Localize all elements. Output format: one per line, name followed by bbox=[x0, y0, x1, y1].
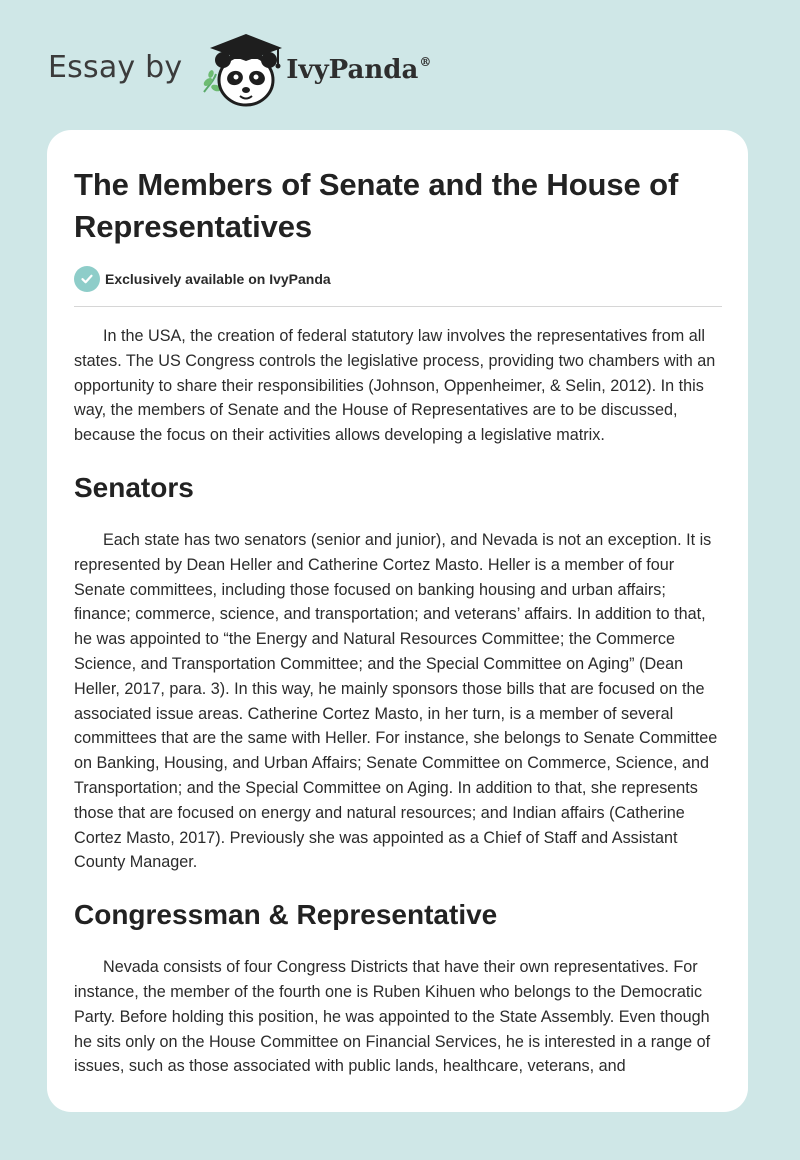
registered-mark: ® bbox=[419, 55, 432, 69]
brand-name-text: IvyPanda bbox=[286, 55, 419, 85]
senators-paragraph: Each state has two senators (senior and junior), and Nevada is not an exception. It is represented by Dean Heller and Catherine Cortez Masto. Heller is a member of four Senate committees, including those focused on banking housing and urban affairs; finance; commerce, science, and transportation; and veterans’ affairs. In addition to that, he was appointed to “the Energy and Natural Resources Committee; the Commerce Science, and Transportation Committee; and the Special Committee on Aging” (Dean Heller, 2017, para. 3). In this way, he mainly sponsors those bills that are focused on the associated issue areas. Catherine Cortez Masto, in her turn, is a member of several committees that are the same with Heller. For instance, she belongs to Senate Committee on Banking, Housing, and Urban Affairs; Senate Committee on Commerce, Science, and Transportation; and the Special Committee on Aging. In addition to that, she represents those that are focused on energy and natural resources; and Indian affairs (Catherine Cortez Masto, 2017). Previously she was appointed as a Chief of Staff and Assistant County Manager. bbox=[74, 530, 718, 872]
check-circle-icon bbox=[74, 266, 100, 292]
panda-graduate-logo-icon bbox=[196, 30, 284, 110]
exclusive-badge-label: Exclusively available on IvyPanda bbox=[105, 271, 331, 287]
section-heading-senators: Senators bbox=[74, 471, 194, 503]
intro-paragraph: In the USA, the creation of federal statutory law involves the representatives from all states. The US Congress controls the legislative process, providing two chambers with an opportunity to share their responsibilities (Johnson, Oppenheimer, & Selin, 2012). In this way, the members of Senate and the House of Representatives are to be discussed, because the focus on their activities allows developing a legislative matrix. bbox=[74, 327, 716, 445]
congressman-paragraph: Nevada consists of four Congress Districts that have their own representatives. For instance, the member of the fourth one is Ruben Kihuen who belongs to the Democratic Party. Before holding this position, he was appointed to the State Assembly. Even though he sits only on the House Committee on Financial Services, he is interested in a range of issues, such as those associated with public lands, healthcare, veterans, and bbox=[74, 958, 711, 1076]
brand-prefix: Essay by bbox=[48, 49, 183, 85]
essay-card bbox=[47, 130, 748, 1112]
brand-name bbox=[286, 55, 431, 85]
exclusive-badge bbox=[74, 266, 722, 307]
site-header-brand[interactable] bbox=[48, 30, 431, 110]
section-heading-congressman: Congressman & Representative bbox=[74, 899, 498, 931]
essay-title: The Members of Senate and the House of Representatives bbox=[74, 167, 679, 244]
checkmark-icon bbox=[80, 272, 94, 286]
